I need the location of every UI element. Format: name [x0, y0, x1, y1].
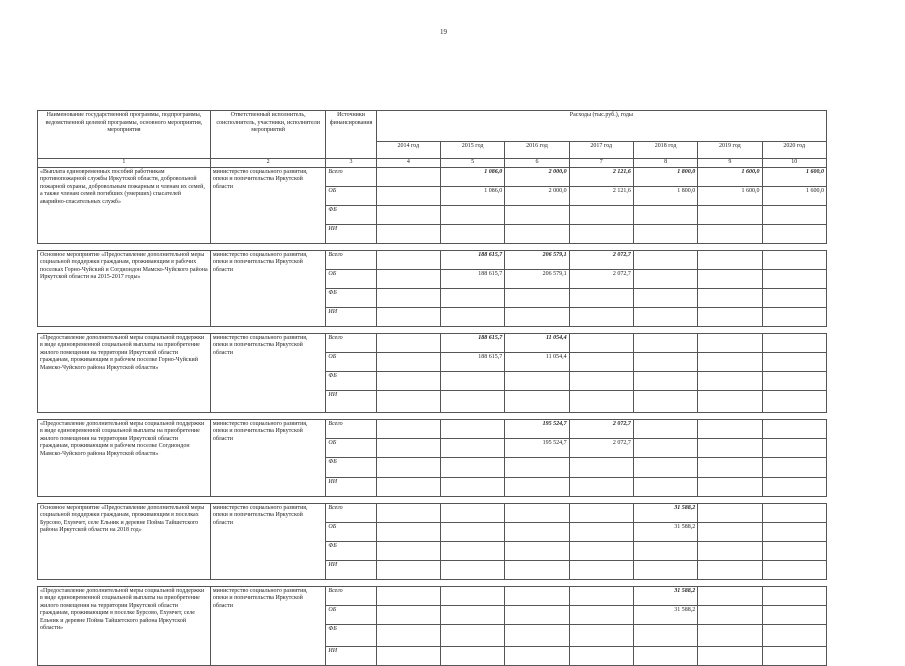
column-number: 6: [505, 159, 569, 168]
expense-value: [376, 605, 440, 624]
expense-value: [633, 288, 697, 307]
expense-value: [440, 390, 504, 412]
expense-value: [762, 438, 826, 457]
expense-value: 31 588,2: [633, 605, 697, 624]
expense-value: [633, 269, 697, 288]
expense-value: [633, 477, 697, 496]
expense-value: [569, 522, 633, 541]
funding-source: ИИ: [326, 560, 376, 579]
expense-value: [376, 390, 440, 412]
expense-value: [376, 586, 440, 605]
funding-source: Всего: [326, 167, 376, 186]
expense-value: [440, 288, 504, 307]
expense-value: [376, 186, 440, 205]
expense-value: [376, 205, 440, 224]
expense-value: [440, 522, 504, 541]
expense-value: [505, 288, 569, 307]
header-year: 2016 год: [505, 142, 569, 159]
expense-value: [505, 390, 569, 412]
column-number: 7: [569, 159, 633, 168]
row-gap: [38, 579, 827, 586]
expense-value: [376, 224, 440, 243]
expense-value: 1 800,0: [633, 167, 697, 186]
expense-value: [440, 605, 504, 624]
expense-value: [505, 503, 569, 522]
expense-value: [376, 167, 440, 186]
expense-value: [569, 624, 633, 646]
expense-value: [698, 352, 762, 371]
expense-value: [376, 438, 440, 457]
expense-value: 2 072,7: [569, 250, 633, 269]
expense-value: [376, 624, 440, 646]
expense-value: [440, 503, 504, 522]
funding-source: ОБ: [326, 352, 376, 371]
expense-value: [569, 503, 633, 522]
expense-value: [376, 503, 440, 522]
expense-value: [569, 560, 633, 579]
expense-value: [698, 541, 762, 560]
expense-value: [698, 250, 762, 269]
expense-value: [633, 371, 697, 390]
expense-value: [569, 333, 633, 352]
funding-source: ИИ: [326, 307, 376, 326]
expense-value: [505, 605, 569, 624]
expense-value: [569, 586, 633, 605]
expense-value: [569, 605, 633, 624]
expense-value: [440, 438, 504, 457]
expense-value: 195 524,7: [505, 419, 569, 438]
funding-source: ФБ: [326, 541, 376, 560]
expense-value: [698, 624, 762, 646]
expense-value: [505, 477, 569, 496]
header-year: 2015 год: [440, 142, 504, 159]
expense-value: [633, 390, 697, 412]
funding-source: ОБ: [326, 438, 376, 457]
activity-name: «Предоставление дополнительной меры социальной поддержки в виде единовременной социальной выплаты на приобретение жилого помещения на территории Иркутской области гражданам, проживающим в поселке Бурсово, Ехумчет, селе Ельник и деревне Пойма Тайшетского района Иркутской области»: [38, 586, 211, 665]
expense-value: [698, 457, 762, 477]
expense-value: 1 600,0: [698, 186, 762, 205]
header-source: Источники финансирования: [326, 111, 376, 159]
activity-name: «Предоставление дополнительной меры социальной поддержки в виде единовременной социальной выплаты на приобретение жилого помещения на территории Иркутской области гражданам, проживающим в рабочем поселке Согдиондон Мамско-Чуйского района Иркутской области»: [38, 419, 211, 496]
expense-value: [633, 333, 697, 352]
expense-value: [633, 307, 697, 326]
funding-source: ИИ: [326, 646, 376, 665]
expense-value: 2 072,7: [569, 438, 633, 457]
expense-value: 206 579,1: [505, 269, 569, 288]
header-executor: Ответственный исполнитель, соисполнитель, участники, исполнители мероприятий: [210, 111, 326, 159]
header-year: 2018 год: [633, 142, 697, 159]
expense-value: [633, 205, 697, 224]
expense-value: [505, 560, 569, 579]
header-year: 2017 год: [569, 142, 633, 159]
header-name: Наименование государственной программы, подпрограммы, ведомственной целевой программы, основного мероприятия, мероприятия: [38, 111, 211, 159]
expense-value: 31 588,2: [633, 586, 697, 605]
expense-value: 31 588,2: [633, 522, 697, 541]
expense-value: [762, 503, 826, 522]
expense-value: [505, 624, 569, 646]
expense-value: [569, 307, 633, 326]
expense-value: [698, 503, 762, 522]
expense-value: [376, 288, 440, 307]
header-expenses: Расходы (тыс.руб.), годы: [376, 111, 826, 142]
expense-value: 2 121,6: [569, 167, 633, 186]
expense-value: [762, 522, 826, 541]
expense-value: [633, 457, 697, 477]
activity-name: Основное мероприятие «Предоставление дополнительной меры социальной поддержки гражданам, проживающим в поселках Бурсово, Ехумчет, селе Ельник и деревне Пойма Тайшетского района Иркутской области на 2018 год»: [38, 503, 211, 579]
expense-value: [633, 560, 697, 579]
expense-value: [698, 586, 762, 605]
column-number: 3: [326, 159, 376, 168]
expense-value: 188 615,7: [440, 250, 504, 269]
expense-value: [698, 438, 762, 457]
expense-value: [569, 457, 633, 477]
expense-value: [633, 419, 697, 438]
expense-value: [440, 624, 504, 646]
expense-value: [762, 333, 826, 352]
expense-value: [762, 390, 826, 412]
expense-value: [569, 541, 633, 560]
table-row: [38, 167, 827, 186]
expense-value: 31 588,2: [633, 503, 697, 522]
expense-value: [440, 307, 504, 326]
expense-value: [569, 646, 633, 665]
expense-value: [762, 307, 826, 326]
expense-value: [376, 646, 440, 665]
expense-value: [376, 352, 440, 371]
table-row: [38, 503, 827, 522]
column-number: 8: [633, 159, 697, 168]
funding-source: Всего: [326, 250, 376, 269]
column-number: 10: [762, 159, 826, 168]
activity-name: «Выплата единовременных пособий работникам противопожарной службы Иркутской области, добровольной пожарной охраны, добровольным пожарным и членам их семей, а также членам семей погибших (умерших) спасателей аварийно-спасательных служб»: [38, 167, 211, 243]
expense-value: [376, 457, 440, 477]
expense-value: [762, 586, 826, 605]
expense-value: [698, 419, 762, 438]
expense-value: [376, 560, 440, 579]
funding-source: ИИ: [326, 477, 376, 496]
executor: министерство социального развития, опеки и попечительства Иркутской области: [210, 167, 326, 243]
expense-value: [698, 288, 762, 307]
expense-value: [633, 438, 697, 457]
expense-value: [569, 224, 633, 243]
expense-value: [698, 269, 762, 288]
expense-value: [440, 224, 504, 243]
row-gap: [38, 412, 827, 419]
table-row: [38, 333, 827, 352]
activity-name: Основное мероприятие «Предоставление дополнительной меры социальной поддержки гражданам, проживающим в рабочих поселках Горно-Чуйский и Согдиондон Мамско-Чуйского района Иркутской области на 2015-2017 годы»: [38, 250, 211, 326]
expense-value: [440, 477, 504, 496]
expense-value: [698, 224, 762, 243]
expense-value: [762, 646, 826, 665]
funding-source: ОБ: [326, 269, 376, 288]
column-number: 2: [210, 159, 326, 168]
expense-value: [376, 333, 440, 352]
expense-value: [762, 624, 826, 646]
expense-value: [762, 224, 826, 243]
expense-value: [376, 541, 440, 560]
expense-value: [376, 250, 440, 269]
header-year: 2020 год: [762, 142, 826, 159]
expense-value: [569, 205, 633, 224]
funding-source: Всего: [326, 419, 376, 438]
column-number: 4: [376, 159, 440, 168]
expense-value: [376, 522, 440, 541]
expense-value: [698, 307, 762, 326]
expense-value: 1 600,0: [698, 167, 762, 186]
header-year: 2019 год: [698, 142, 762, 159]
expense-value: [440, 646, 504, 665]
expense-value: 2 121,6: [569, 186, 633, 205]
funding-source: ФБ: [326, 371, 376, 390]
expense-value: [762, 371, 826, 390]
funding-source: ФБ: [326, 624, 376, 646]
expense-value: [376, 419, 440, 438]
expense-value: [440, 371, 504, 390]
expense-value: [440, 586, 504, 605]
funding-source: ФБ: [326, 457, 376, 477]
expense-value: [698, 477, 762, 496]
expense-value: [698, 646, 762, 665]
executor: министерство социального развития, опеки и попечительства Иркутской области: [210, 586, 326, 665]
expense-value: [376, 307, 440, 326]
expense-value: [762, 560, 826, 579]
expense-value: [569, 352, 633, 371]
expense-value: [569, 371, 633, 390]
expense-value: [762, 269, 826, 288]
expense-value: [698, 605, 762, 624]
expense-value: 206 579,1: [505, 250, 569, 269]
funding-source: Всего: [326, 503, 376, 522]
funding-source: ФБ: [326, 288, 376, 307]
executor: министерство социального развития, опеки и попечительства Иркутской области: [210, 503, 326, 579]
expense-value: 1 600,0: [762, 167, 826, 186]
expense-value: [633, 646, 697, 665]
expense-value: [440, 419, 504, 438]
expense-value: [505, 522, 569, 541]
expense-value: [762, 605, 826, 624]
expense-value: 188 615,7: [440, 352, 504, 371]
expense-value: 188 615,7: [440, 269, 504, 288]
expense-value: [569, 390, 633, 412]
expenses-table: [37, 110, 827, 666]
activity-name: «Предоставление дополнительной меры социальной поддержки в виде единовременной социальной выплаты на приобретение жилого помещения на территории Иркутской области гражданам, проживающим в рабочем поселке Горно-Чуйский Мамско-Чуйского района Иркутской области»: [38, 333, 211, 412]
executor: министерство социального развития, опеки и попечительства Иркутской области: [210, 333, 326, 412]
expense-value: [505, 371, 569, 390]
expense-value: [376, 371, 440, 390]
expense-value: [633, 224, 697, 243]
expense-value: [633, 541, 697, 560]
expense-value: [762, 457, 826, 477]
expense-value: [633, 624, 697, 646]
expense-value: [762, 477, 826, 496]
expense-value: 11 054,4: [505, 352, 569, 371]
funding-source: ОБ: [326, 522, 376, 541]
funding-source: ОБ: [326, 605, 376, 624]
row-gap: [38, 496, 827, 503]
expense-value: [440, 560, 504, 579]
expense-value: 2 000,0: [505, 186, 569, 205]
expense-value: [505, 457, 569, 477]
funding-source: Всего: [326, 333, 376, 352]
expense-value: [698, 390, 762, 412]
executor: министерство социального развития, опеки и попечительства Иркутской области: [210, 419, 326, 496]
expense-value: 11 054,4: [505, 333, 569, 352]
expense-value: [698, 205, 762, 224]
expense-value: [633, 250, 697, 269]
expense-value: 1 600,0: [762, 186, 826, 205]
expense-value: 188 615,7: [440, 333, 504, 352]
funding-source: ОБ: [326, 186, 376, 205]
expense-value: [698, 371, 762, 390]
expense-value: [505, 307, 569, 326]
expense-value: [440, 541, 504, 560]
expense-value: [762, 419, 826, 438]
expense-value: [762, 205, 826, 224]
expense-value: [698, 560, 762, 579]
expense-value: [698, 522, 762, 541]
expense-value: [505, 205, 569, 224]
table-row: [38, 250, 827, 269]
funding-source: ИИ: [326, 390, 376, 412]
page-number: 19: [440, 28, 447, 36]
expense-value: [633, 352, 697, 371]
column-number: 1: [38, 159, 211, 168]
expense-value: 2 000,0: [505, 167, 569, 186]
row-gap: [38, 326, 827, 333]
expense-value: [376, 269, 440, 288]
funding-source: ИИ: [326, 224, 376, 243]
funding-source: ФБ: [326, 205, 376, 224]
expense-value: [376, 477, 440, 496]
funding-source: Всего: [326, 586, 376, 605]
table-row: [38, 419, 827, 438]
expense-value: 2 072,7: [569, 419, 633, 438]
expense-value: [440, 457, 504, 477]
expense-value: [762, 250, 826, 269]
expense-value: [505, 541, 569, 560]
expense-value: [762, 541, 826, 560]
expense-value: [698, 333, 762, 352]
table-row: [38, 586, 827, 605]
expense-value: 2 072,7: [569, 269, 633, 288]
expense-value: [505, 586, 569, 605]
expense-value: 1 800,0: [633, 186, 697, 205]
executor: министерство социального развития, опеки и попечительства Иркутской области: [210, 250, 326, 326]
expense-value: [505, 224, 569, 243]
expense-value: [505, 646, 569, 665]
expense-value: 1 086,0: [440, 167, 504, 186]
row-gap: [38, 243, 827, 250]
expense-value: [569, 288, 633, 307]
column-number: 5: [440, 159, 504, 168]
expense-value: 195 524,7: [505, 438, 569, 457]
header-year: 2014 год: [376, 142, 440, 159]
expense-value: [762, 288, 826, 307]
expense-value: [762, 352, 826, 371]
expense-value: [440, 205, 504, 224]
column-number: 9: [698, 159, 762, 168]
expense-value: [569, 477, 633, 496]
expense-value: 1 086,0: [440, 186, 504, 205]
